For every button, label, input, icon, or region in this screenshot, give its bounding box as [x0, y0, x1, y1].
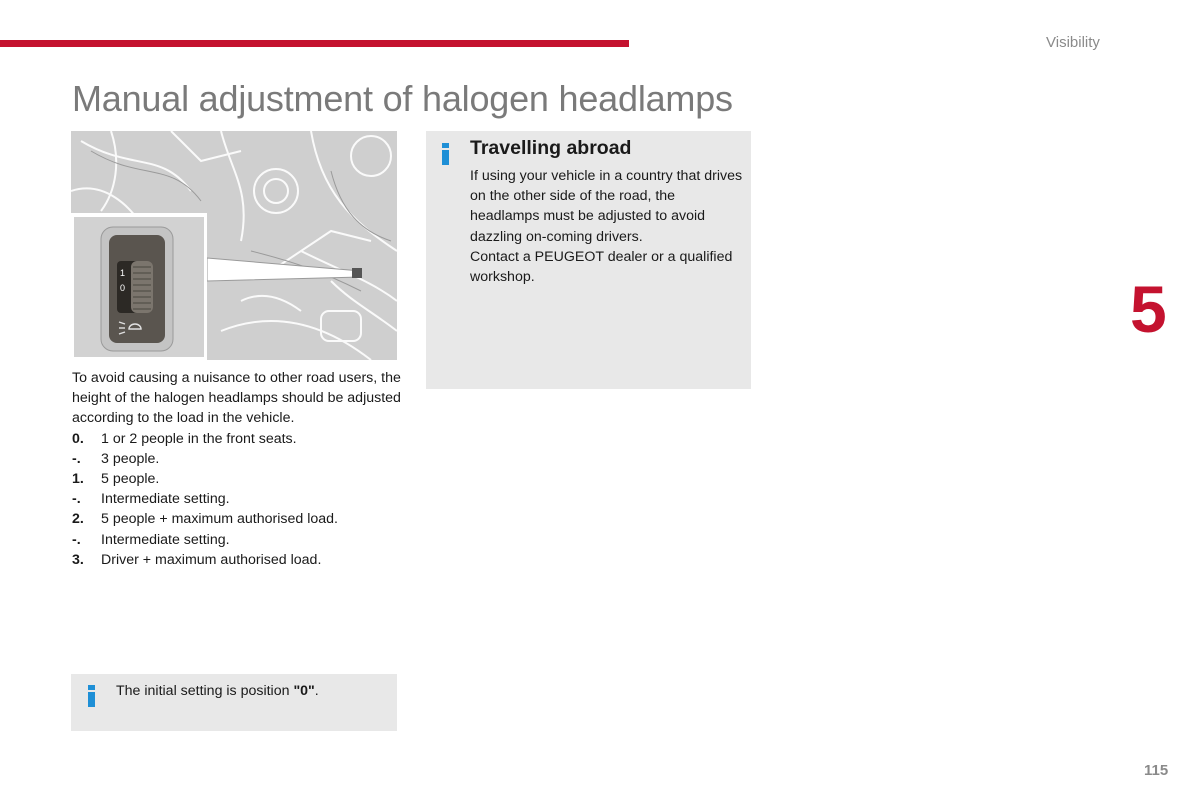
header-accent-bar	[0, 40, 629, 47]
position-text: 1 or 2 people in the front seats.	[101, 430, 297, 447]
travelling-abroad-box	[426, 131, 751, 389]
position-key: 2.	[72, 511, 84, 528]
page-number: 115	[1144, 762, 1169, 779]
list-item	[72, 509, 402, 529]
intro-paragraph: To avoid causing a nuisance to other road users, the height of the halogen headlamps should be adjusted according to the load in the vehicle.	[72, 370, 401, 427]
position-text: Driver + maximum authorised load.	[101, 551, 322, 568]
list-item	[72, 449, 402, 469]
wheel-mark-1: 1	[120, 268, 126, 278]
list-item	[72, 489, 402, 509]
info-box-title: Travelling abroad	[470, 137, 632, 159]
position-text: 5 people.	[101, 471, 160, 488]
chapter-number: 5	[1130, 272, 1167, 346]
position-key: -.	[72, 491, 81, 508]
position-key: 3.	[72, 551, 84, 568]
note-text-after: .	[314, 683, 319, 699]
position-text: Intermediate setting.	[101, 491, 230, 508]
note-emphasis: "0"	[293, 683, 315, 699]
position-text: 3 people.	[101, 450, 160, 467]
main-body	[72, 368, 402, 570]
info-box-body	[470, 166, 745, 287]
info-paragraph: If using your vehicle in a country that drives on the other side of the road, the headlamps must be adjusted to avoid dazzling on-coming drivers.	[470, 168, 743, 245]
position-text: Intermediate setting.	[101, 531, 230, 548]
note-text	[116, 681, 319, 701]
position-key: -.	[72, 450, 81, 467]
info-paragraph: Contact a PEUGEOT dealer or a qualified workshop.	[470, 248, 733, 286]
list-item	[72, 530, 402, 550]
position-key: 1.	[72, 471, 84, 488]
position-key: -.	[72, 531, 81, 548]
position-list	[72, 429, 402, 570]
position-text: 5 people + maximum authorised load.	[101, 511, 338, 528]
headlamp-adjuster-illustration	[71, 131, 397, 360]
thumbwheel	[131, 261, 153, 313]
list-item	[72, 550, 402, 570]
note-text-before: The initial setting is position	[116, 683, 294, 699]
page-title: Manual adjustment of halogen headlamps	[72, 78, 733, 119]
section-label: Visibility	[1046, 34, 1100, 51]
info-icon	[442, 143, 450, 165]
position-key: 0.	[72, 430, 84, 447]
list-item	[72, 469, 402, 489]
initial-setting-note	[71, 674, 397, 731]
info-icon	[88, 685, 96, 707]
wheel-mark-0: 0	[120, 283, 126, 293]
list-item	[72, 429, 402, 449]
dashboard-drawing	[71, 131, 397, 360]
